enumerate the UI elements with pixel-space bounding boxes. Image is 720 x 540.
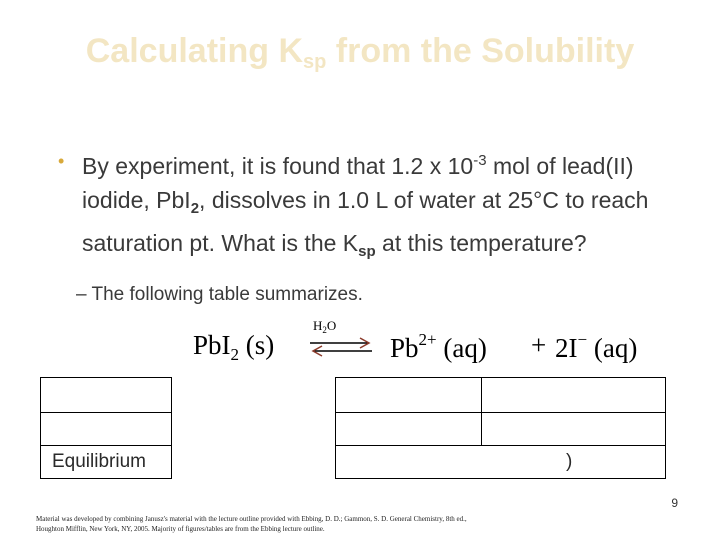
equilibrium-arrow-icon	[308, 336, 374, 358]
product-iodide-ion: 2I− (aq)	[555, 330, 638, 363]
slide-title: Calculating $K_{sp}$ from the Solubility	[85, 32, 635, 73]
sub-bullet: – The following table summarizes.	[76, 284, 363, 305]
page-number: 9	[671, 496, 678, 510]
table-cell-text: )	[566, 451, 573, 472]
table-cell	[481, 412, 666, 446]
table-cell	[40, 412, 172, 446]
table-cell	[481, 377, 666, 413]
chemical-equation	[193, 318, 673, 370]
table-cell	[40, 377, 172, 413]
table-cell	[335, 445, 666, 479]
footer-credit: Material was developed by combining Janusz's material with the lecture outline provided with Ebbing, D. D.; Gammon, S. D. General Chemistry, 8th ed., Houghton Mifflin, New York, NY, 2005. Majority of figures/tables are from the Ebbing lecture outline.	[36, 515, 467, 533]
product-lead-ion: $Pb^{2+}$ (aq)	[390, 330, 487, 363]
bullet-text: By experiment, it is found that 1.2 x $10^{-3}$ mol of lead(II) iodide, PbI$_2$, dissolves in 1.0 L of water at 25°C to reach saturation pt. What is the $K_{sp}$ at this temperature?	[82, 152, 649, 260]
main-bullet	[58, 144, 658, 269]
bullet-dot-icon: •	[58, 151, 65, 171]
row-label-equilibrium: Equilibrium	[52, 451, 146, 472]
plus-sign: +	[531, 330, 547, 360]
ice-table	[40, 377, 666, 479]
table-cell	[335, 377, 482, 413]
solvent-label: $H_2O$	[313, 318, 337, 335]
table-cell	[335, 412, 482, 446]
reactant: PbI$_2$ (s)	[193, 330, 275, 364]
